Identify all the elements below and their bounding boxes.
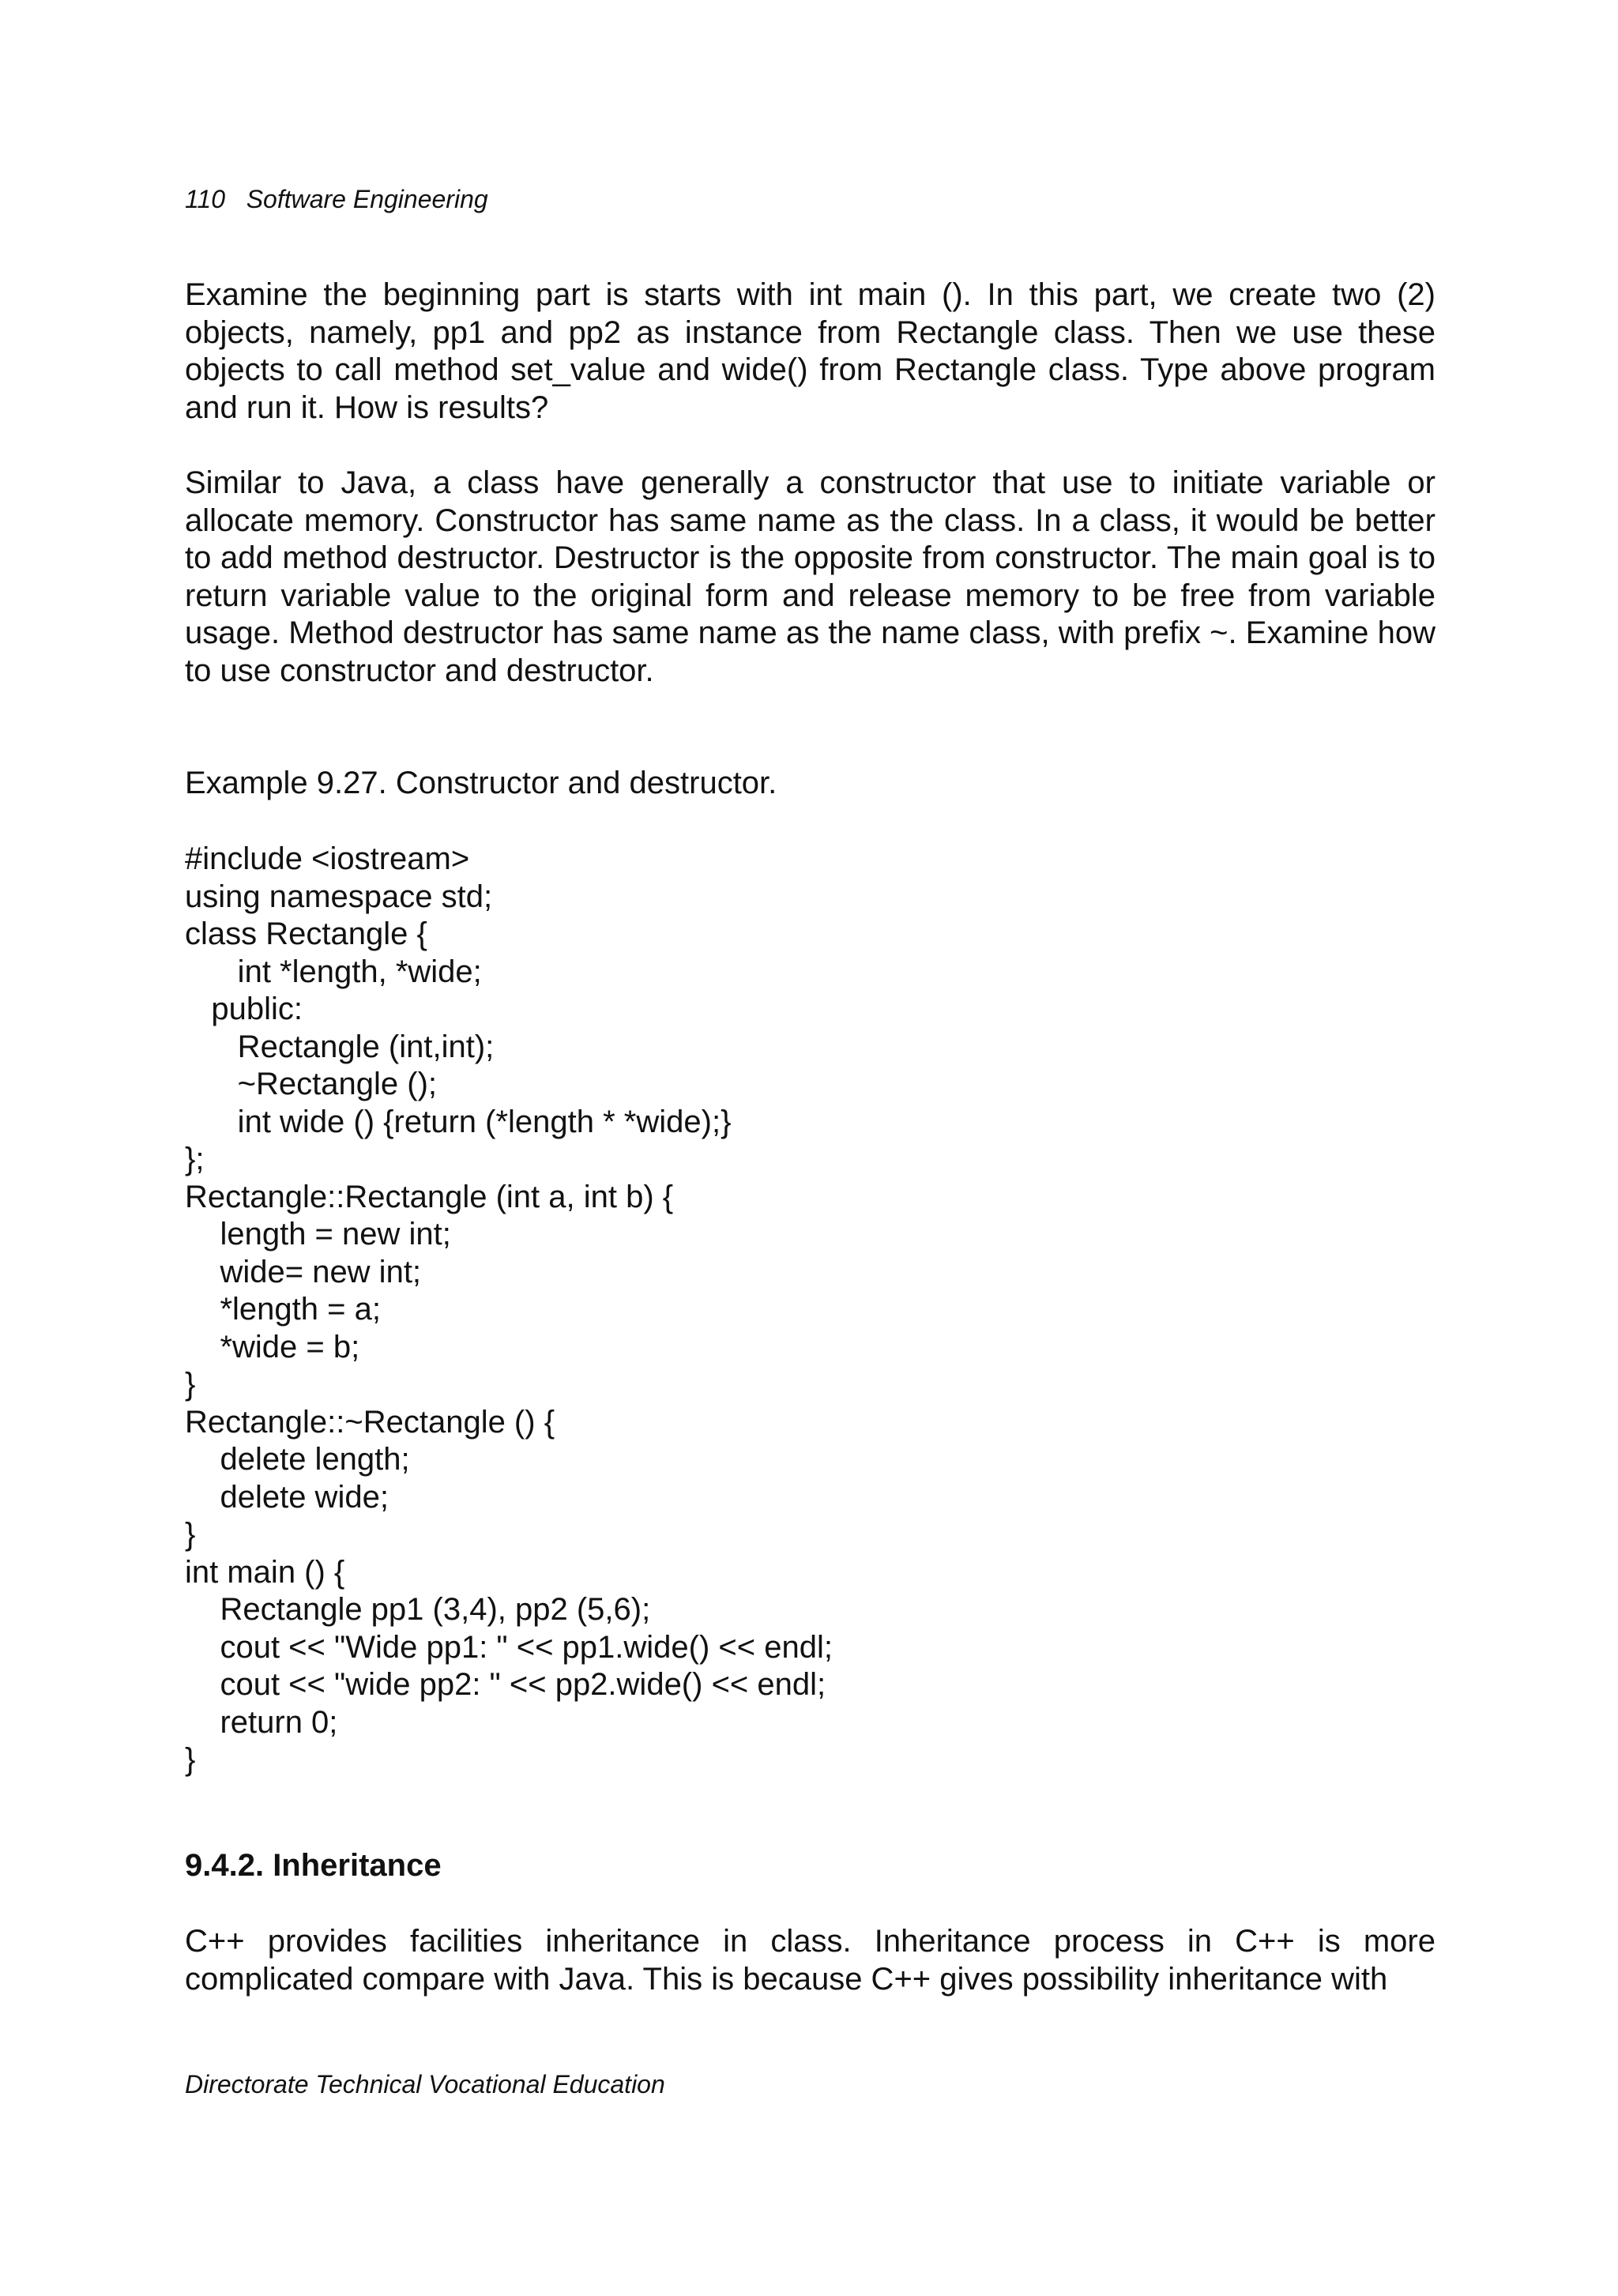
- code-line: }: [185, 1742, 196, 1777]
- code-line: Rectangle (int,int);: [185, 1029, 495, 1064]
- code-line: int wide () {return (*length * *wide);}: [185, 1104, 732, 1139]
- code-line: cout << "wide pp2: " << pp2.wide() << endl;: [185, 1667, 826, 1702]
- code-line: }: [185, 1517, 196, 1552]
- code-line: delete length;: [185, 1442, 410, 1477]
- paragraph-constructor-destructor: Similar to Java, a class have generally a constructor that use to initiate variable or allocate memory. Constructor has same name as the class. In a class, it would be better to add method destructor. Destructor is the opposite from constructor. The main goal is to return variable value to the original form and release memory to be free from variable usage. Method destructor has same name as the name class, with prefix ~. Examine how to use constructor and destructor.: [185, 465, 1436, 688]
- code-line: #include <iostream>: [185, 841, 470, 876]
- code-line: };: [185, 1142, 205, 1176]
- running-footer: Directorate Technical Vocational Education: [185, 2070, 665, 2098]
- code-line: Rectangle::Rectangle (int a, int b) {: [185, 1179, 674, 1214]
- code-line: ~Rectangle ();: [185, 1067, 438, 1101]
- code-line: class Rectangle {: [185, 917, 427, 951]
- code-line: Rectangle pp1 (3,4), pp2 (5,6);: [185, 1592, 651, 1627]
- code-line: int main () {: [185, 1554, 345, 1590]
- code-line: delete wide;: [185, 1479, 389, 1515]
- code-line: using namespace std;: [185, 879, 493, 914]
- code-line: Rectangle::~Rectangle () {: [185, 1404, 555, 1440]
- section-heading: 9.4.2. Inheritance: [185, 1848, 442, 1883]
- code-line: int *length, *wide;: [185, 954, 482, 989]
- code-line: *wide = b;: [185, 1329, 360, 1364]
- paragraph-inheritance: C++ provides facilities inheritance in class. Inheritance process in C++ is more complicated compare with Java. This is because C++ gives possibility inheritance with: [185, 1924, 1436, 1997]
- paragraph-object-usage: Examine the beginning part is starts with int main (). In this part, we create two (2) objects, namely, pp1 and pp2 as instance from Rectangle class. Then we use these objects to call method set_value and wide() from Rectangle class. Type above program and run it. How is results?: [185, 277, 1436, 425]
- code-line: public:: [185, 992, 303, 1026]
- code-line: return 0;: [185, 1704, 338, 1740]
- example-title: Example 9.27. Constructor and destructor.: [185, 766, 777, 800]
- code-line: wide= new int;: [185, 1254, 422, 1289]
- code-line: *length = a;: [185, 1292, 381, 1327]
- running-header: [185, 185, 488, 214]
- code-line: length = new int;: [185, 1217, 451, 1252]
- code-line: }: [185, 1367, 196, 1402]
- code-listing: [185, 841, 833, 1779]
- code-line: cout << "Wide pp1: " << pp1.wide() << endl;: [185, 1629, 833, 1665]
- book-title: Software Engineering: [246, 185, 488, 213]
- page-number: 110: [185, 185, 226, 213]
